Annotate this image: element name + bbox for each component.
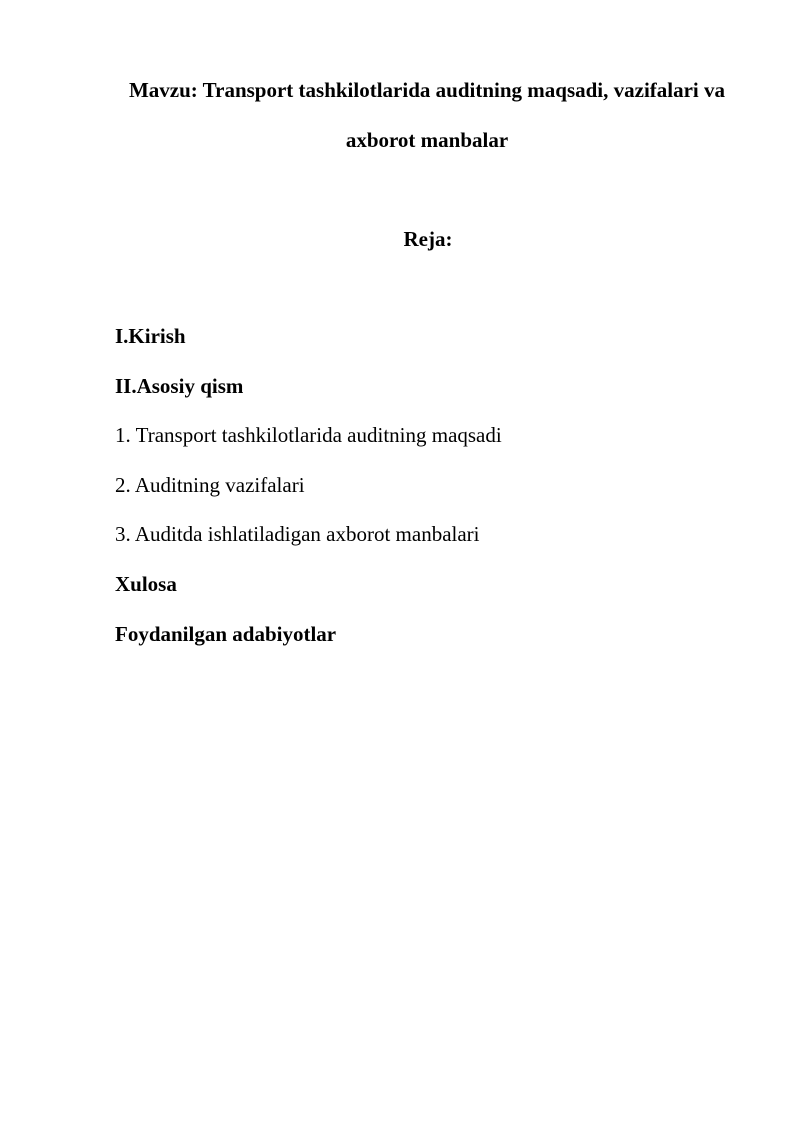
outline-item-references: Foydanilgan adabiyotlar <box>115 621 337 646</box>
outline-item-3: 3. Auditda ishlatiladigan axborot manbalari <box>115 522 480 547</box>
outline-item-2: 2. Auditning vazifalari <box>115 472 305 497</box>
outline-item-conclusion: Xulosa <box>115 571 177 596</box>
plan-outline <box>115 324 502 671</box>
outline-item-intro: I.Kirish <box>115 324 186 348</box>
outline-item-main-part: II.Asosiy qism <box>115 373 244 398</box>
document-title-line-1: Mavzu: Transport tashkilotlarida auditning maqsadi, vazifalari va <box>128 78 726 102</box>
plan-heading: Reja: <box>403 227 453 251</box>
outline-item-1: 1. Transport tashkilotlarida auditning maqsadi <box>115 423 502 448</box>
document-title-line-2: axborot manbalar <box>345 128 509 152</box>
